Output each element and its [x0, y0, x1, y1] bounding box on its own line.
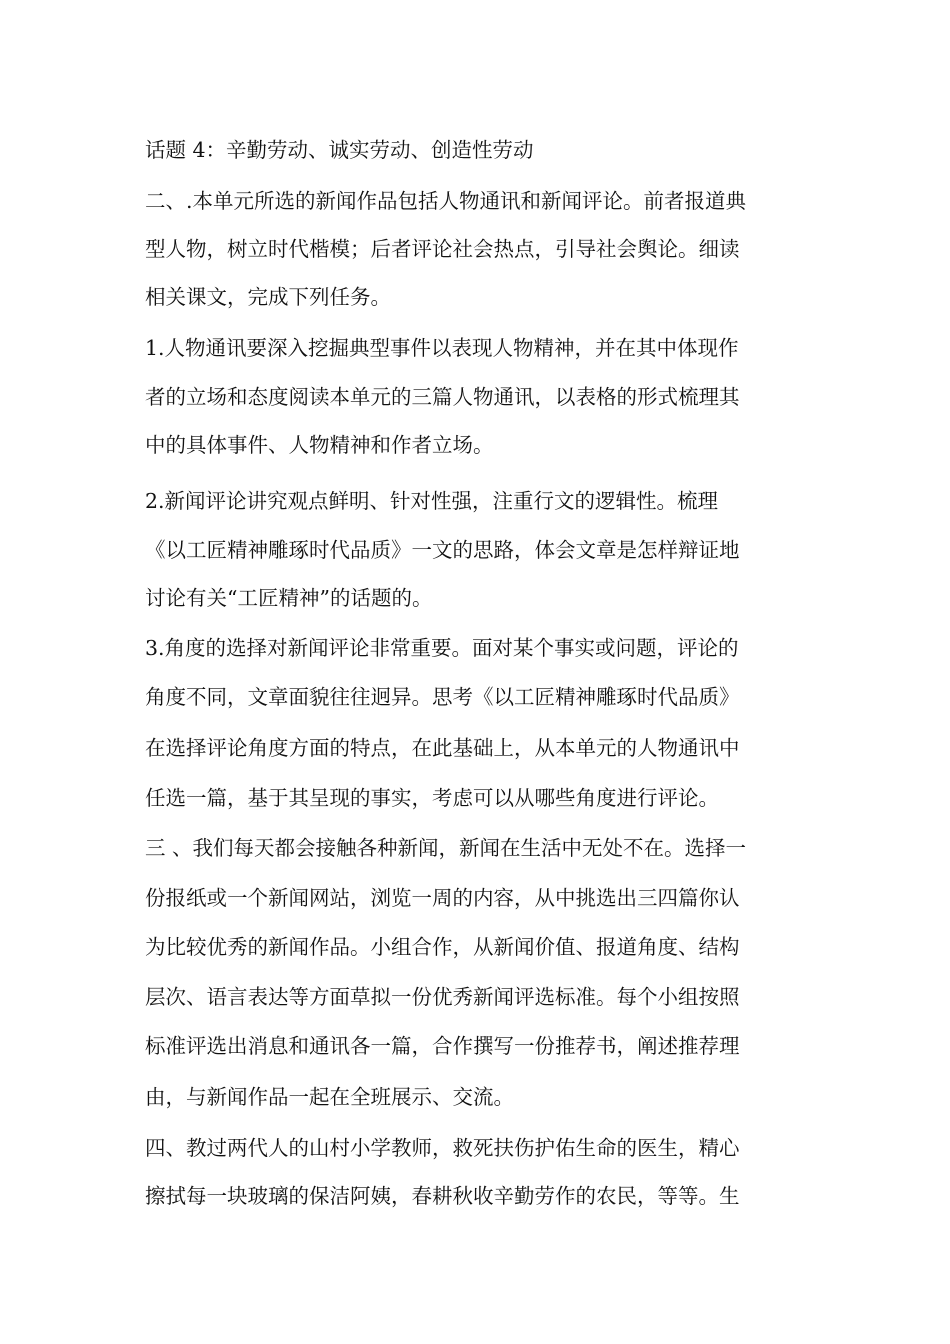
text-line: 份报纸或一个新闻网站，浏览一周的内容，从中挑选出三四篇你认 [145, 886, 740, 910]
text-line: 者的立场和态度阅读本单元的三篇人物通讯，以表格的形式梳理其 [145, 385, 740, 409]
text-line: 二、.本单元所选的新闻作品包括人物通讯和新闻评论。前者报道典 [145, 189, 747, 213]
text-line: 任选一篇，基于其呈现的事实，考虑可以从哪些角度进行评论。 [145, 786, 719, 810]
text-line: 层次、语言表达等方面草拟一份优秀新闻评选标准。每个小组按照 [145, 985, 740, 1009]
text-line: 中的具体事件、人物精神和作者立场。 [145, 433, 494, 457]
text-line: 话题 4：辛勤劳动、诚实劳动、创造性劳动 [145, 138, 534, 162]
text-line: 《以工匠精神雕琢时代品质》一文的思路，体会文章是怎样辩证地 [145, 538, 740, 562]
text-line: 相关课文，完成下列任务。 [145, 285, 391, 309]
text-line: 为比较优秀的新闻作品。小组合作，从新闻价值、报道角度、结构 [145, 935, 740, 959]
text-line: 角度不同，文章面貌往往迥异。思考《以工匠精神雕琢时代品质》 [145, 685, 740, 709]
text-line: 型人物，树立时代楷模；后者评论社会热点，引导社会舆论。细读 [145, 237, 740, 261]
text-line: 1.人物通讯要深入挖掘典型事件以表现人物精神，并在其中体现作 [145, 336, 739, 360]
text-line: 3.角度的选择对新闻评论非常重要。面对某个事实或问题，评论的 [145, 636, 739, 660]
text-line: 2.新闻评论讲究观点鲜明、针对性强，注重行文的逻辑性。梳理 [145, 489, 719, 513]
text-line: 擦拭每一块玻璃的保洁阿姨，春耕秋收辛勤劳作的农民，等等。生 [145, 1184, 740, 1208]
text-line: 标准评选出消息和通讯各一篇，合作撰写一份推荐书，阐述推荐理 [145, 1034, 740, 1058]
text-line: 三 、我们每天都会接触各种新闻，新闻在生活中无处不在。选择一 [145, 836, 747, 860]
text-line: 讨论有关“工匠精神”的话题的。 [145, 586, 433, 610]
text-line: 四、教过两代人的山村小学教师，救死扶伤护佑生命的医生，精心 [145, 1136, 740, 1160]
text-line: 由，与新闻作品一起在全班展示、交流。 [145, 1085, 514, 1109]
text-line: 在选择评论角度方面的特点，在此基础上，从本单元的人物通讯中 [145, 736, 740, 760]
